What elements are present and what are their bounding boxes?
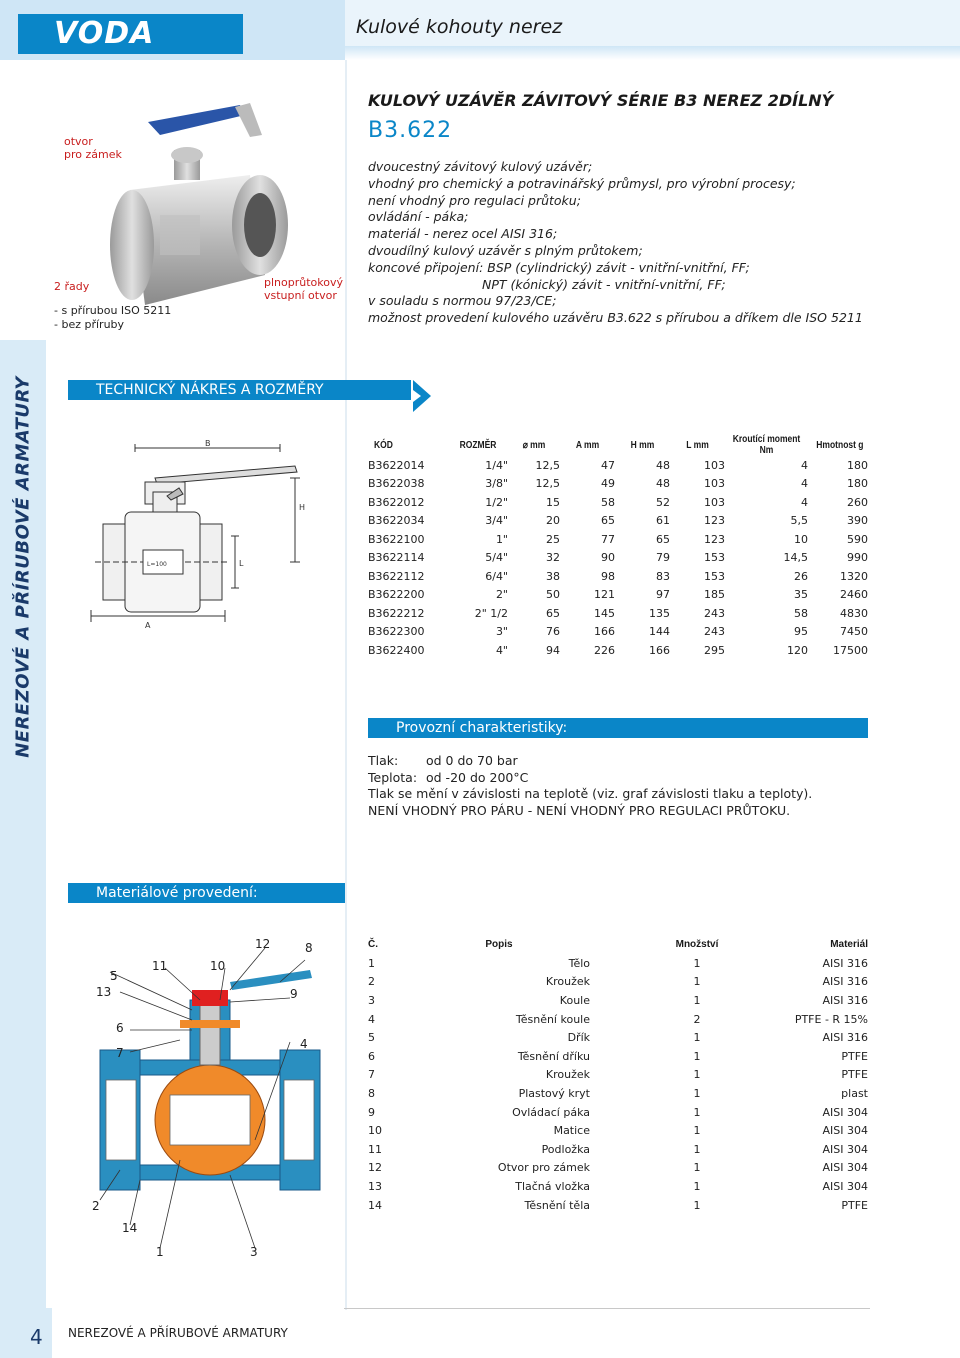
table-cell: 95 [794, 625, 808, 639]
table-cell: Matice [553, 1124, 590, 1138]
table-cell: 180 [847, 458, 868, 472]
table-cell: AISI 304 [822, 1142, 868, 1156]
table-cell: 145 [594, 606, 615, 620]
table-cell: B3622112 [368, 569, 425, 583]
materials-table [368, 934, 868, 1214]
table-cell: AISI 316 [822, 993, 868, 1007]
rows-label: 2 řady [54, 280, 90, 293]
table-cell: 25 [546, 532, 560, 546]
part-label: 7 [116, 1046, 124, 1060]
table-row [368, 623, 868, 642]
desc-line: materiál - nerez ocel AISI 316; [368, 226, 558, 242]
table-cell: Dřík [567, 1031, 590, 1045]
table-cell: B3622212 [368, 606, 425, 620]
table-cell: 243 [704, 606, 725, 620]
col-header: ⌀ mm [522, 439, 546, 451]
table-cell: 1 [693, 1105, 701, 1119]
table-cell: 7 [368, 1068, 375, 1082]
operating-note-1: Tlak se mění v závislosti na teplotě (viz. graf závislosti tlaku a teploty). [368, 786, 813, 801]
table-cell: 4 [801, 477, 808, 491]
table-cell: 47 [601, 458, 615, 472]
table-row [368, 1047, 868, 1066]
table-cell: 120 [787, 643, 808, 657]
table-cell: B3622100 [368, 532, 425, 546]
table-cell: 1/4" [485, 458, 508, 472]
table-row [368, 1103, 868, 1122]
table-cell: Kroužek [545, 975, 590, 989]
table-cell: 103 [704, 495, 725, 509]
table-cell: B3622014 [368, 458, 425, 472]
product-description [368, 159, 928, 327]
col-header: KÓD [374, 439, 393, 451]
part-label: 6 [116, 1021, 124, 1035]
table-row [368, 1196, 868, 1215]
table-cell: 4 [368, 1012, 375, 1026]
table-cell: 98 [601, 569, 615, 583]
table-cell: 32 [546, 551, 560, 565]
table-cell: 260 [847, 495, 868, 509]
table-row [368, 1028, 868, 1047]
table-cell: 50 [546, 588, 560, 602]
dim-l-label: L [239, 559, 244, 568]
table-cell: PTFE - R 15% [794, 1012, 868, 1026]
part-label: 8 [305, 941, 313, 955]
table-cell: AISI 304 [822, 1179, 868, 1193]
table-row [368, 1177, 868, 1196]
table-cell: B3622034 [368, 514, 425, 528]
table-cell: 990 [847, 551, 868, 565]
part-label: 4 [300, 1037, 308, 1051]
table-cell: 5/4" [485, 551, 508, 565]
table-cell: 7450 [840, 625, 868, 639]
table-cell: B3622300 [368, 625, 425, 639]
operating-characteristics [368, 753, 812, 819]
table-cell: 94 [546, 643, 560, 657]
table-cell: 1 [693, 1179, 701, 1193]
table-cell: 14 [368, 1198, 382, 1212]
table-cell: 123 [704, 532, 725, 546]
table-cell: Kroužek [545, 1068, 590, 1082]
desc-line: dvoudílný kulový uzávěr s plným průtokem; [368, 242, 643, 258]
table-cell: 166 [649, 643, 670, 657]
table-cell: 58 [794, 606, 808, 620]
table-cell: Těsnění koule [515, 1012, 590, 1026]
temperature-value: od -20 do 200°C [426, 769, 529, 785]
desc-line: koncové připojení: BSP (cylindrický) závit - vnitřní-vnitřní, FF; [368, 259, 750, 275]
table-row [368, 1066, 868, 1085]
table-cell: 1 [693, 993, 701, 1007]
col-header: L mm [686, 439, 709, 451]
table-cell: AISI 316 [822, 1031, 868, 1045]
table-cell: 79 [656, 551, 670, 565]
table-cell: 166 [594, 625, 615, 639]
table-cell: 6/4" [485, 569, 508, 583]
table-row [368, 641, 868, 660]
table-cell: Tělo [568, 956, 590, 970]
table-cell: 65 [546, 606, 560, 620]
table-cell: 103 [704, 458, 725, 472]
col-header: Popis [485, 938, 513, 950]
table-row [368, 475, 868, 494]
dim-a-label: A [145, 621, 151, 630]
technical-drawing [85, 438, 335, 638]
table-cell: 11 [368, 1142, 382, 1156]
table-cell: 121 [594, 588, 615, 602]
table-cell: B3622038 [368, 477, 425, 491]
part-label: 9 [290, 987, 298, 1001]
table-cell: 1 [693, 1198, 701, 1212]
table-cell: 77 [601, 532, 615, 546]
with-flange-label: - s přírubou ISO 5211 [54, 304, 172, 317]
table-row [368, 549, 868, 568]
product-code: B3.622 [368, 118, 453, 143]
plate-label: L=100 [147, 561, 167, 568]
table-cell: 65 [601, 514, 615, 528]
table-row [368, 512, 868, 531]
table-cell: 2460 [840, 588, 868, 602]
table-cell: 153 [704, 569, 725, 583]
part-label: 14 [122, 1221, 138, 1235]
part-label: 1 [156, 1245, 164, 1259]
table-cell: 52 [656, 495, 670, 509]
table-row [368, 1084, 868, 1103]
table-row [368, 1159, 868, 1178]
table-row [368, 604, 868, 623]
table-cell: 1 [693, 975, 701, 989]
table-row [368, 1140, 868, 1159]
brand-logo: VODA [54, 16, 155, 51]
table-cell: B3622400 [368, 643, 425, 657]
part-label: 10 [210, 959, 226, 973]
table-cell: 58 [601, 495, 615, 509]
dimensions-table [368, 434, 868, 660]
header-fade [345, 46, 960, 60]
col-header: Množství [675, 938, 719, 950]
table-cell: 243 [704, 625, 725, 639]
pressure-row [368, 753, 812, 770]
table-cell: PTFE [841, 1049, 868, 1063]
lock-hole-label-2: pro zámek [64, 148, 122, 161]
table-cell: 1320 [840, 569, 868, 583]
table-cell: 49 [601, 477, 615, 491]
table-header-row [368, 434, 868, 456]
lock-hole-label-1: otvor [64, 135, 93, 148]
table-cell: 65 [656, 532, 670, 546]
desc-line: dvoucestný závitový kulový uzávěr; [368, 159, 593, 174]
table-cell: 4" [495, 643, 508, 657]
section-arrow-icon [411, 376, 433, 416]
table-cell: 76 [546, 625, 560, 639]
table-cell: 20 [546, 514, 560, 528]
table-row [368, 530, 868, 549]
desc-line: není vhodný pro regulaci průtoku; [368, 192, 581, 208]
desc-line: možnost provedení kulového uzávěru B3.622 s přírubou a dříkem dle ISO 5211 [368, 310, 863, 326]
part-label: 5 [110, 969, 118, 983]
table-cell: 10 [794, 532, 808, 546]
technical-section-bar: TECHNICKÝ NÁKRES A ROZMĚRY [68, 380, 411, 400]
table-cell: 3" [495, 625, 508, 639]
page-number: 4 [30, 1325, 43, 1349]
dim-b-label: B [205, 439, 211, 448]
temperature-row [368, 770, 812, 787]
col-header: H mm [630, 439, 655, 451]
table-cell: 2 [693, 1012, 701, 1026]
desc-line: ovládání - páka; [368, 209, 469, 225]
table-cell: Tlačná vložka [515, 1179, 590, 1193]
table-cell: Koule [559, 993, 590, 1007]
table-cell: 4830 [840, 606, 868, 620]
table-cell: 103 [704, 477, 725, 491]
table-cell: 1 [693, 1086, 701, 1100]
table-cell: 14,5 [783, 551, 808, 565]
table-cell: Ovládací páka [512, 1105, 590, 1119]
table-row [368, 954, 868, 973]
table-cell: 1 [693, 1161, 701, 1175]
table-cell: 83 [656, 569, 670, 583]
table-cell: 3/8" [485, 477, 508, 491]
materials-section-bar: Materiálové provedení: [68, 883, 345, 903]
operating-note-2: NENÍ VHODNÝ PRO PÁRU - NENÍ VHODNÝ PRO REGULACI PRŮTOKU. [368, 802, 791, 818]
table-cell: 48 [656, 458, 670, 472]
desc-line: v souladu s normou 97/23/CE; [368, 293, 557, 309]
table-cell: PTFE [841, 1068, 868, 1082]
table-cell: 35 [794, 588, 808, 602]
vertical-section-title: NEREZOVÉ A PŘÍRUBOVÉ ARMATURY [12, 376, 34, 758]
table-cell: Plastový kryt [518, 1086, 590, 1100]
table-row [368, 1121, 868, 1140]
table-cell: 5 [368, 1031, 375, 1045]
table-cell: AISI 316 [822, 956, 868, 970]
table-cell: Těsnění dříku [517, 1049, 590, 1063]
temperature-label: Teplota: [368, 769, 418, 785]
footer-divider [344, 1308, 870, 1309]
table-cell: 1" [495, 532, 508, 546]
table-cell: AISI 304 [822, 1161, 868, 1175]
table-cell: 3/4" [485, 514, 508, 528]
table-cell: 390 [847, 514, 868, 528]
table-row [368, 991, 868, 1010]
col-header: Materiál [830, 938, 868, 950]
table-cell: AISI 304 [822, 1105, 868, 1119]
table-cell: 295 [704, 643, 725, 657]
full-bore-label-1: plnoprůtokový [264, 276, 343, 289]
table-cell: B3622200 [368, 588, 425, 602]
desc-line: NPT (kónický) závit - vnitřní-vnitřní, FF; [482, 276, 726, 292]
table-cell: B3622012 [368, 495, 425, 509]
table-cell: PTFE [841, 1198, 868, 1212]
table-cell: 1 [693, 956, 701, 970]
page-title: Kulové kohouty nerez [356, 16, 563, 38]
table-cell: 4 [801, 495, 808, 509]
table-cell: AISI 304 [822, 1124, 868, 1138]
table-cell: 153 [704, 551, 725, 565]
table-row [368, 456, 868, 475]
table-cell: AISI 316 [822, 975, 868, 989]
table-cell: 4 [801, 458, 808, 472]
table-cell: 123 [704, 514, 725, 528]
table-cell: 1 [693, 1142, 701, 1156]
table-row [368, 586, 868, 605]
table-row [368, 1010, 868, 1029]
table-cell: Těsnění těla [524, 1198, 590, 1212]
table-cell: 8 [368, 1086, 375, 1100]
part-label: 3 [250, 1245, 258, 1259]
part-label: 12 [255, 937, 271, 951]
table-cell: 26 [794, 569, 808, 583]
table-row [368, 493, 868, 512]
table-cell: 135 [649, 606, 670, 620]
pressure-value: od 0 do 70 bar [426, 753, 518, 768]
full-bore-label-2: vstupní otvor [264, 289, 337, 302]
table-row [368, 567, 868, 586]
dim-h-label: H [299, 503, 306, 512]
table-cell: 2" [495, 588, 508, 602]
table-cell: 1/2" [485, 495, 508, 509]
table-cell: Podložka [541, 1142, 590, 1156]
part-label: 2 [92, 1199, 100, 1213]
table-cell: 5,5 [790, 514, 808, 528]
part-label: 11 [152, 959, 168, 973]
footer-text: NEREZOVÉ A PŘÍRUBOVÉ ARMATURY [68, 1326, 288, 1340]
table-cell: 13 [368, 1179, 382, 1193]
column-divider [345, 60, 347, 1310]
table-cell: 6 [368, 1049, 375, 1063]
table-cell: 15 [546, 495, 560, 509]
table-cell: 38 [546, 569, 560, 583]
table-cell: 1 [693, 1124, 701, 1138]
table-cell: 12,5 [535, 458, 560, 472]
table-cell: 2 [368, 975, 375, 989]
col-header: ROZMĚR [459, 439, 497, 451]
part-label: 13 [96, 985, 112, 999]
table-cell: 1 [693, 1049, 701, 1063]
col-header: A mm [575, 439, 600, 451]
table-cell: 180 [847, 477, 868, 491]
table-cell: 2" 1/2 [474, 606, 508, 620]
table-cell: 185 [704, 588, 725, 602]
table-cell: 144 [649, 625, 670, 639]
table-cell: 226 [594, 643, 615, 657]
table-cell: 17500 [833, 643, 868, 657]
table-header-row [368, 934, 868, 954]
table-row [368, 973, 868, 992]
table-cell: Otvor pro zámek [497, 1161, 590, 1175]
table-cell: 9 [368, 1105, 375, 1119]
table-cell: 97 [656, 588, 670, 602]
valve-section-drawing [80, 930, 342, 1260]
table-cell: 10 [368, 1124, 382, 1138]
pressure-label: Tlak: [368, 753, 399, 768]
desc-line: vhodný pro chemický a potravinářský průmysl, pro výrobní procesy; [368, 175, 796, 191]
without-flange-label: - bez příruby [54, 318, 125, 331]
table-cell: B3622114 [368, 551, 425, 565]
col-header: Hmotnost g [816, 439, 864, 451]
col-header: Kroutící moment Nm [732, 434, 801, 456]
col-header: Č. [368, 938, 378, 950]
table-cell: 12,5 [535, 477, 560, 491]
operating-section-bar: Provozní charakteristiky: [368, 718, 868, 738]
product-heading: KULOVÝ UZÁVĚR ZÁVITOVÝ SÉRIE B3 NEREZ 2DÍLNÝ [368, 91, 834, 110]
table-cell: 1 [693, 1068, 701, 1082]
table-cell: 90 [601, 551, 615, 565]
table-cell: 590 [847, 532, 868, 546]
table-cell: 3 [368, 993, 375, 1007]
table-cell: 48 [656, 477, 670, 491]
table-cell: 1 [693, 1031, 701, 1045]
table-cell: plast [841, 1086, 868, 1100]
table-cell: 12 [368, 1161, 382, 1175]
table-cell: 61 [656, 514, 670, 528]
table-cell: 1 [368, 956, 375, 970]
